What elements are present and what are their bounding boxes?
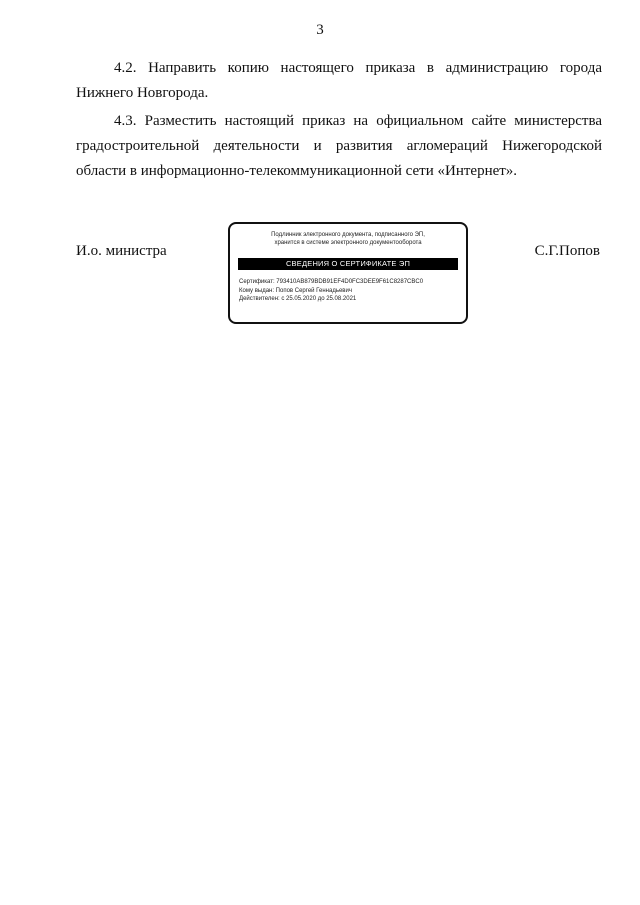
page-number: 3 <box>316 22 324 38</box>
stamp-header <box>230 231 466 247</box>
stamp-details <box>239 278 466 304</box>
stamp-title-bar: СВЕДЕНИЯ О СЕРТИФИКАТЕ ЭП <box>238 258 458 270</box>
stamp-validity: Действителен: с 25.05.2020 до 25.08.2021 <box>239 296 357 302</box>
stamp-issued-to: Кому выдан: Попов Сергей Геннадьевич <box>239 287 352 294</box>
stamp-header-line-1: Подлинник электронного документа, подписанного ЭП, <box>271 232 425 238</box>
stamp-header-line-2: хранится в системе электронного документооборота <box>274 240 422 246</box>
paragraph-4-2: 4.2. Направить копию настоящего приказа в администрацию города Нижнего Новгорода. <box>76 60 602 101</box>
electronic-signature-stamp <box>228 222 468 324</box>
paragraph-4-3: 4.3. Разместить настоящий приказ на официальном сайте министерства градостроительной деятельности и развития агломераций Нижегородской области в информационно-телекоммуникационной сети «Интернет». <box>76 113 602 179</box>
signatory-name: С.Г.Попов <box>534 243 600 259</box>
document-body <box>76 56 602 184</box>
stamp-certificate: Сертификат: 793410AB879BDB91EF4D0FC3DEE9F61C8287CBC0 <box>239 279 424 285</box>
signatory-role: И.о. министра <box>76 243 167 259</box>
